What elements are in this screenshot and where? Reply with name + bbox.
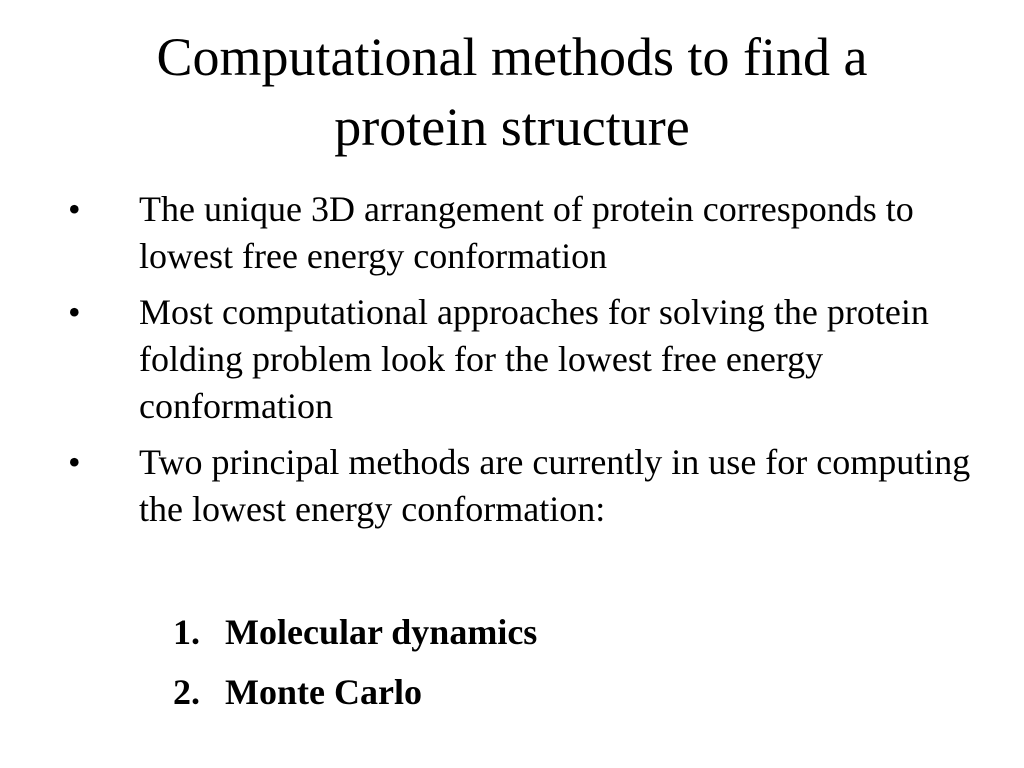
bullet-marker: • bbox=[68, 292, 81, 332]
bullet-marker: • bbox=[68, 442, 81, 482]
bullet-item bbox=[0, 186, 999, 280]
slide-title bbox=[40, 22, 984, 162]
bullet-text: The unique 3D arrangement of protein corresponds to lowest free energy conformation bbox=[139, 189, 914, 276]
method-label: Monte Carlo bbox=[225, 672, 422, 712]
slide-title-line-1: Computational methods to find a bbox=[156, 27, 868, 87]
method-number: 1. bbox=[173, 612, 200, 652]
slide-title-line-2: protein structure bbox=[334, 97, 690, 157]
bullet-item bbox=[0, 289, 999, 430]
bullet-text: Two principal methods are currently in use for computing the lowest energy conformation: bbox=[139, 442, 971, 529]
bullet-item bbox=[0, 439, 999, 533]
bullet-marker: • bbox=[68, 189, 81, 229]
bullet-list bbox=[0, 186, 1024, 542]
method-number: 2. bbox=[173, 672, 200, 712]
method-label: Molecular dynamics bbox=[225, 612, 538, 652]
bullet-text: Most computational approaches for solving the protein folding problem look for the lowest free energy conformation bbox=[139, 292, 929, 426]
